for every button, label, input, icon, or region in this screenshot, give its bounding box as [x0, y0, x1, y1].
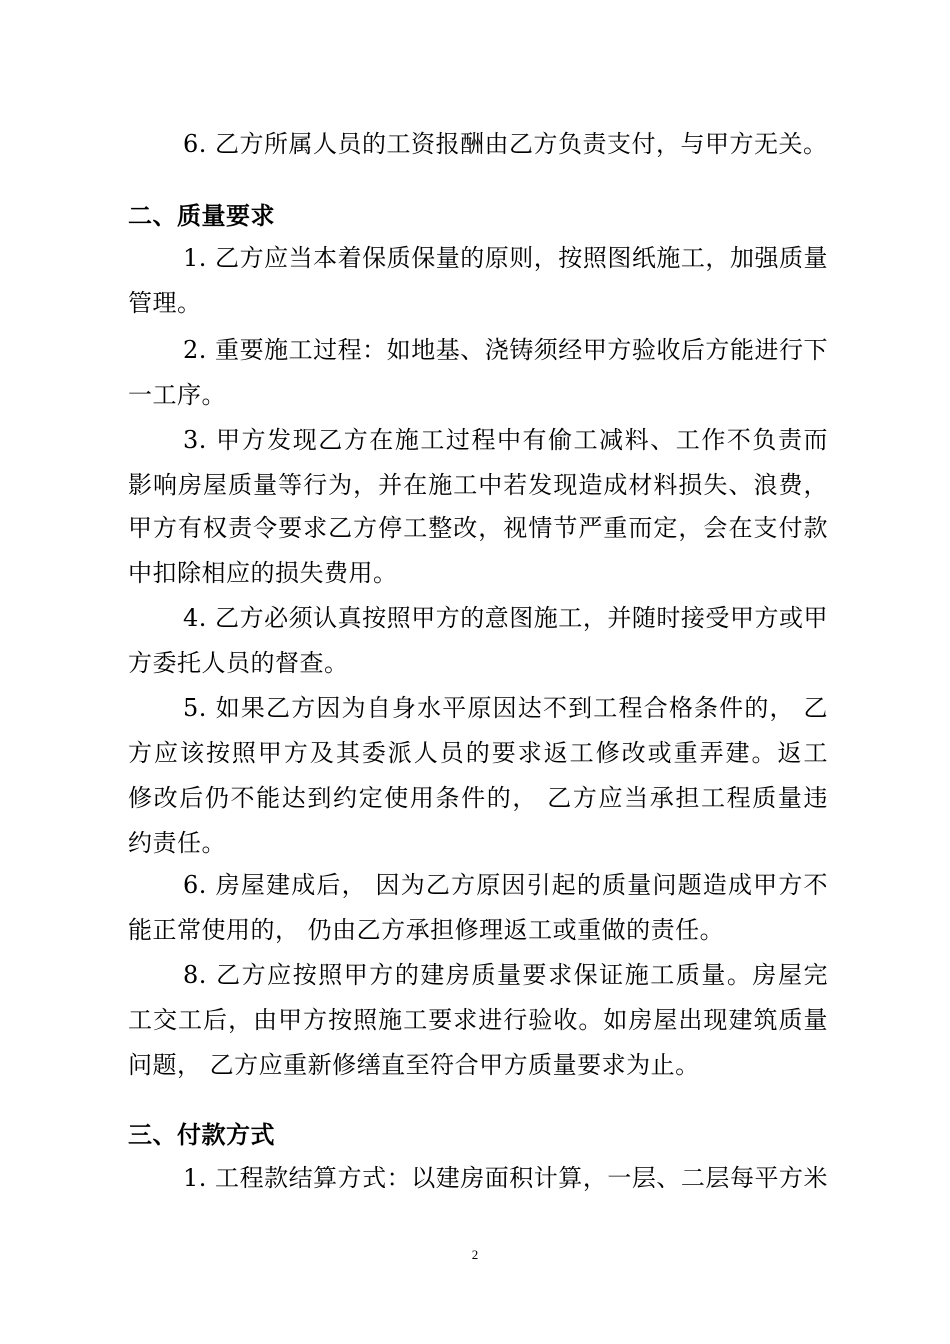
paragraph-quality-5-line-2: 方应该按照甲方及其委派人员的要求返工修改或重弄建。返工 [128, 739, 828, 767]
paragraph-quality-8-line-3: 问题， 乙方应重新修缮直至符合甲方质量要求为止。 [128, 1051, 700, 1079]
paragraph-quality-4-line-2: 方委托人员的督查。 [128, 649, 349, 677]
paragraph-quality-6-line-1: 6. 房屋建成后， 因为乙方原因引起的质量问题造成甲方不 [183, 871, 828, 899]
section-heading-payment: 三、付款方式 [128, 1121, 275, 1149]
paragraph-quality-3-line-2: 影响房屋质量等行为，并在施工中若发现造成材料损失、浪费， [128, 471, 828, 499]
paragraph-quality-2-line-1: 2. 重要施工过程：如地基、浇铸须经甲方验收后方能进行下 [183, 336, 828, 364]
paragraph-payment-1-line-1: 1. 工程款结算方式：以建房面积计算，一层、二层每平方米 [183, 1164, 828, 1192]
paragraph-quality-3-line-4: 中扣除相应的损失费用。 [128, 559, 398, 587]
paragraph-quality-8-line-2: 工交工后，由甲方按照施工要求进行验收。如房屋出现建筑质量 [128, 1006, 828, 1034]
paragraph-quality-8-line-1: 8. 乙方应按照甲方的建房质量要求保证施工质量。房屋完 [183, 961, 828, 989]
page-number: 2 [471, 1247, 479, 1262]
paragraph-quality-3-line-1: 3. 甲方发现乙方在施工过程中有偷工减料、工作不负责而 [183, 426, 828, 454]
paragraph-quality-5-line-3: 修改后仍不能达到约定使用条件的， 乙方应当承担工程质量违 [128, 784, 828, 812]
paragraph-quality-1-line-2: 管理。 [128, 289, 202, 317]
paragraph-quality-4-line-1: 4. 乙方必须认真按照甲方的意图施工，并随时接受甲方或甲 [183, 604, 828, 632]
paragraph-quality-2-line-2: 一工序。 [128, 381, 226, 409]
paragraph-quality-5-line-1: 5. 如果乙方因为自身水平原因达不到工程合格条件的， 乙 [183, 694, 828, 722]
paragraph-quality-5-line-4: 约责任。 [128, 829, 226, 857]
paragraph-quality-3-line-3: 甲方有权责令要求乙方停工整改，视情节严重而定，会在支付款 [128, 514, 828, 542]
section-heading-quality: 二、质量要求 [128, 202, 275, 230]
paragraph-quality-6-line-2: 能正常使用的， 仍由乙方承担修理返工或重做的责任。 [128, 916, 725, 944]
paragraph-wages-line-1: 6. 乙方所属人员的工资报酬由乙方负责支付，与甲方无关。 [183, 130, 828, 158]
paragraph-quality-1-line-1: 1. 乙方应当本着保质保量的原则，按照图纸施工，加强质量 [183, 244, 828, 272]
